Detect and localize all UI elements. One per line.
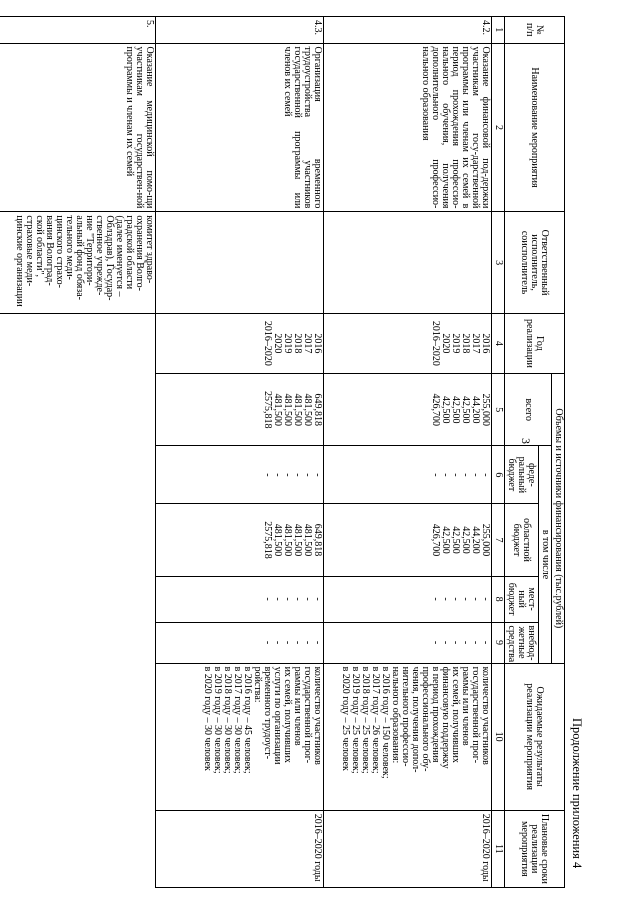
col-number: 8: [492, 576, 505, 622]
col-number: 11: [492, 810, 505, 887]
table-row: [324, 17, 492, 888]
total-cell: 649,818 481,500 481,500 481,500 481,500 2575,818: [156, 374, 324, 446]
col-number: 9: [492, 622, 505, 663]
col-number: 7: [492, 504, 505, 576]
header-funding-group: Объемы и источники финансирования (тыс.рублей): [552, 374, 565, 664]
header-year: Год реализации: [505, 313, 565, 373]
header-executor: Ответственный исполнитель, соисполнитель: [505, 212, 565, 313]
header-extra: внебюд-жетные средства: [505, 622, 539, 663]
executor-cell: [156, 212, 324, 313]
col-number: 2: [492, 43, 505, 212]
row-number: 4.3.: [156, 17, 324, 44]
local-cell: - - - - - -: [324, 576, 492, 622]
continuation-title: Продолжение приложения 4: [570, 718, 584, 869]
col-number: 3: [492, 212, 505, 313]
page-number: 3: [519, 438, 533, 444]
header-num: № п/п: [505, 17, 565, 44]
activity-name: Оказание медицинской помо-щи участникам государствен-ной программы и членам их семей: [0, 43, 156, 212]
header-incl-group: в том числе: [539, 446, 552, 663]
col-number: 1: [492, 17, 505, 44]
terms-cell: 2016–2020 годы: [324, 810, 492, 887]
regional-cell: 649,818 481,500 481,500 481,500 481,500 2575,818: [156, 504, 324, 576]
header-local: мест-ный бюджет: [505, 576, 539, 622]
col-number: 10: [492, 663, 505, 810]
col-number: 6: [492, 446, 505, 504]
extra-cell: - - - - - -: [324, 622, 492, 663]
activity-name: Оказание финансовой под-держки участникам госу-дарственной программы или членам их семей в период прохождения профессио-нального обучения, получения дополнительного профессио-нального образования: [324, 43, 492, 212]
row-number: 4.2.: [324, 17, 492, 44]
table-row: [156, 17, 324, 888]
terms-cell: 2016–2020 годы: [156, 810, 324, 887]
header-results: Ожидаемые результаты реализации мероприятия: [505, 663, 565, 810]
regional-cell: 255,000 44,200 42,500 42,500 42,500 426,700: [324, 504, 492, 576]
results-cell: количество участников государственной прог- раммы или членов их семей, получивших услуги по организации временного трудоуст- ройства: в 2016 году – 45 человек; в 2017 году – 30 человек; в 2018 году – 30 человек; в 2019 году – 30 человек; в 2020 году – 30 человек: [156, 663, 324, 810]
results-cell: количество участников государственной прог- раммы или членов их семей, получивших финансовую поддержку в период прохождения профессионального обу- чения, получения допол- нительного профессио- нального образования: в 2016 году – 150 человек; в 2017 году – 26 человек; в 2018 году – 25 человек; в 2019 году – 25 человек; в 2020 году – 25 человек: [324, 663, 492, 810]
row-number: 5.: [0, 17, 156, 44]
activity-name: Организация временного трудоустройства участников государственной программы или членов их семей: [156, 43, 324, 212]
header-federal: феде-ральный бюджет: [505, 446, 539, 504]
executor-cell: [324, 212, 492, 313]
federal-cell: - - - - - -: [156, 446, 324, 504]
total-cell: 255,000 44,200 42,500 42,500 42,500 426,700: [324, 374, 492, 446]
table-row: [0, 17, 156, 888]
extra-cell: - - - - - -: [156, 622, 324, 663]
local-cell: - - - - - -: [156, 576, 324, 622]
header-name: Наименование мероприятия: [505, 43, 565, 212]
header-terms: Плановые сроки реализации мероприятия: [505, 810, 565, 887]
year-cell: 2016 2017 2018 2019 2020 2016–2020: [156, 313, 324, 373]
col-number: 5: [492, 374, 505, 446]
col-number: 4: [492, 313, 505, 373]
header-regional: областной бюджет: [505, 504, 539, 576]
header-total: всего: [505, 374, 552, 446]
executor-cell: комитет здраво- охранения Волго- градской области (далее именуется – Облздрав), Государ- ственное учрежде- ние "Территори- альный фонд обяза- тельного меди- цинского страхо- вания Волоград- ской области", страховые меди- цинские организации: [0, 212, 156, 313]
program-table: [0, 16, 565, 888]
federal-cell: - - - - - -: [324, 446, 492, 504]
year-cell: 2016 2017 2018 2019 2020 2016–2020: [324, 313, 492, 373]
